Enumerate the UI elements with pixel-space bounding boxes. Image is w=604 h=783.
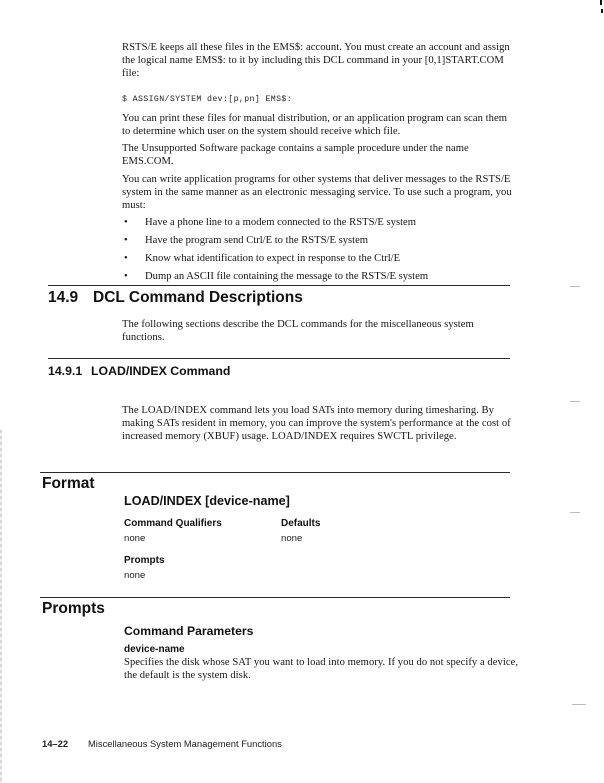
- bullet-icon: •: [124, 235, 128, 246]
- page-number: 14–22: [42, 738, 69, 749]
- list-item-text: Have a phone line to a modem connected to the RSTS/E system: [145, 217, 416, 228]
- section-title: DCL Command Descriptions: [93, 289, 303, 306]
- qualifiers-header: Command Qualifiers: [124, 518, 222, 529]
- defaults-header: Defaults: [281, 518, 321, 529]
- code-line: $ ASSIGN/SYSTEM dev:[p,pn] EMS$:: [122, 95, 293, 104]
- parameter-description: Specifies the disk whose SAT you want to load into memory. If you do not specify a device, the default is the system disk.: [124, 657, 519, 681]
- prompts-heading: Prompts: [42, 600, 105, 617]
- format-command: LOAD/INDEX [device-name]: [124, 494, 290, 508]
- unsupported-paragraph: The Unsupported Software package contains a sample procedure under the name EMS.COM.: [122, 143, 469, 167]
- subsection-body: The LOAD/INDEX command lets you load SATs into memory during timesharing. By making SATs resident in memory, you can improve the system's performance at the cost of increased memory (XBUF) usage. LOAD/INDEX requires SWCTL privilege.: [122, 405, 511, 442]
- format-prompts-header: Prompts: [124, 555, 165, 566]
- format-prompts-value: none: [124, 570, 146, 581]
- format-heading: Format: [42, 475, 95, 492]
- scan-edge-artifact: [0, 430, 2, 783]
- subsection-title: LOAD/INDEX Command: [91, 364, 231, 378]
- margin-tick: [570, 512, 580, 513]
- list-item: [122, 234, 522, 252]
- section-rule: [48, 285, 510, 286]
- list-item-text: Have the program send Ctrl/E to the RSTS/E system: [145, 235, 369, 246]
- margin-tick: [570, 286, 580, 287]
- default-value: none: [281, 533, 303, 544]
- subsection-number: 14.9.1: [48, 364, 83, 378]
- section-body: The following sections describe the DCL commands for the miscellaneous system functions.: [122, 319, 474, 343]
- print-paragraph: You can print these files for manual distribution, or an application program can scan them to determine which user on the system should receive which file.: [122, 113, 507, 137]
- intro-paragraph: RSTS/E keeps all these files in the EMS$: account. You must create an account and assign the logical name EMS$: to it by including this DCL command in your [0,1]START.COM file:: [122, 42, 510, 79]
- list-item: [122, 252, 522, 270]
- margin-tick: [570, 401, 580, 402]
- scan-corner-mark: [601, 9, 603, 13]
- list-item: [122, 216, 522, 234]
- prompts-rule: [40, 597, 510, 598]
- qualifier-value: none: [124, 533, 146, 544]
- requirements-list: [122, 216, 522, 288]
- apps-paragraph: You can write application programs for other systems that deliver messages to the RSTS/E system in the same manner as an electronic messaging service. To use such a program, you must:: [122, 174, 512, 211]
- subsection-rule: [48, 358, 510, 359]
- format-rule: [40, 472, 510, 473]
- command-parameters-header: Command Parameters: [124, 624, 254, 638]
- scan-corner-mark: [600, 0, 602, 5]
- chapter-title: Miscellaneous System Management Functions: [88, 738, 282, 749]
- subsection-heading: [48, 364, 230, 378]
- section-number: 14.9: [48, 289, 79, 306]
- section-heading: [48, 289, 303, 307]
- parameter-name: device-name: [124, 644, 185, 655]
- page-footer: [42, 738, 282, 749]
- margin-tick: [572, 704, 586, 705]
- bullet-icon: •: [124, 253, 128, 264]
- list-item-text: Know what identification to expect in response to the Ctrl/E: [145, 253, 401, 264]
- bullet-icon: •: [124, 217, 128, 228]
- bullet-icon: •: [124, 271, 128, 282]
- list-item-text: Dump an ASCII file containing the message to the RSTS/E system: [145, 271, 429, 282]
